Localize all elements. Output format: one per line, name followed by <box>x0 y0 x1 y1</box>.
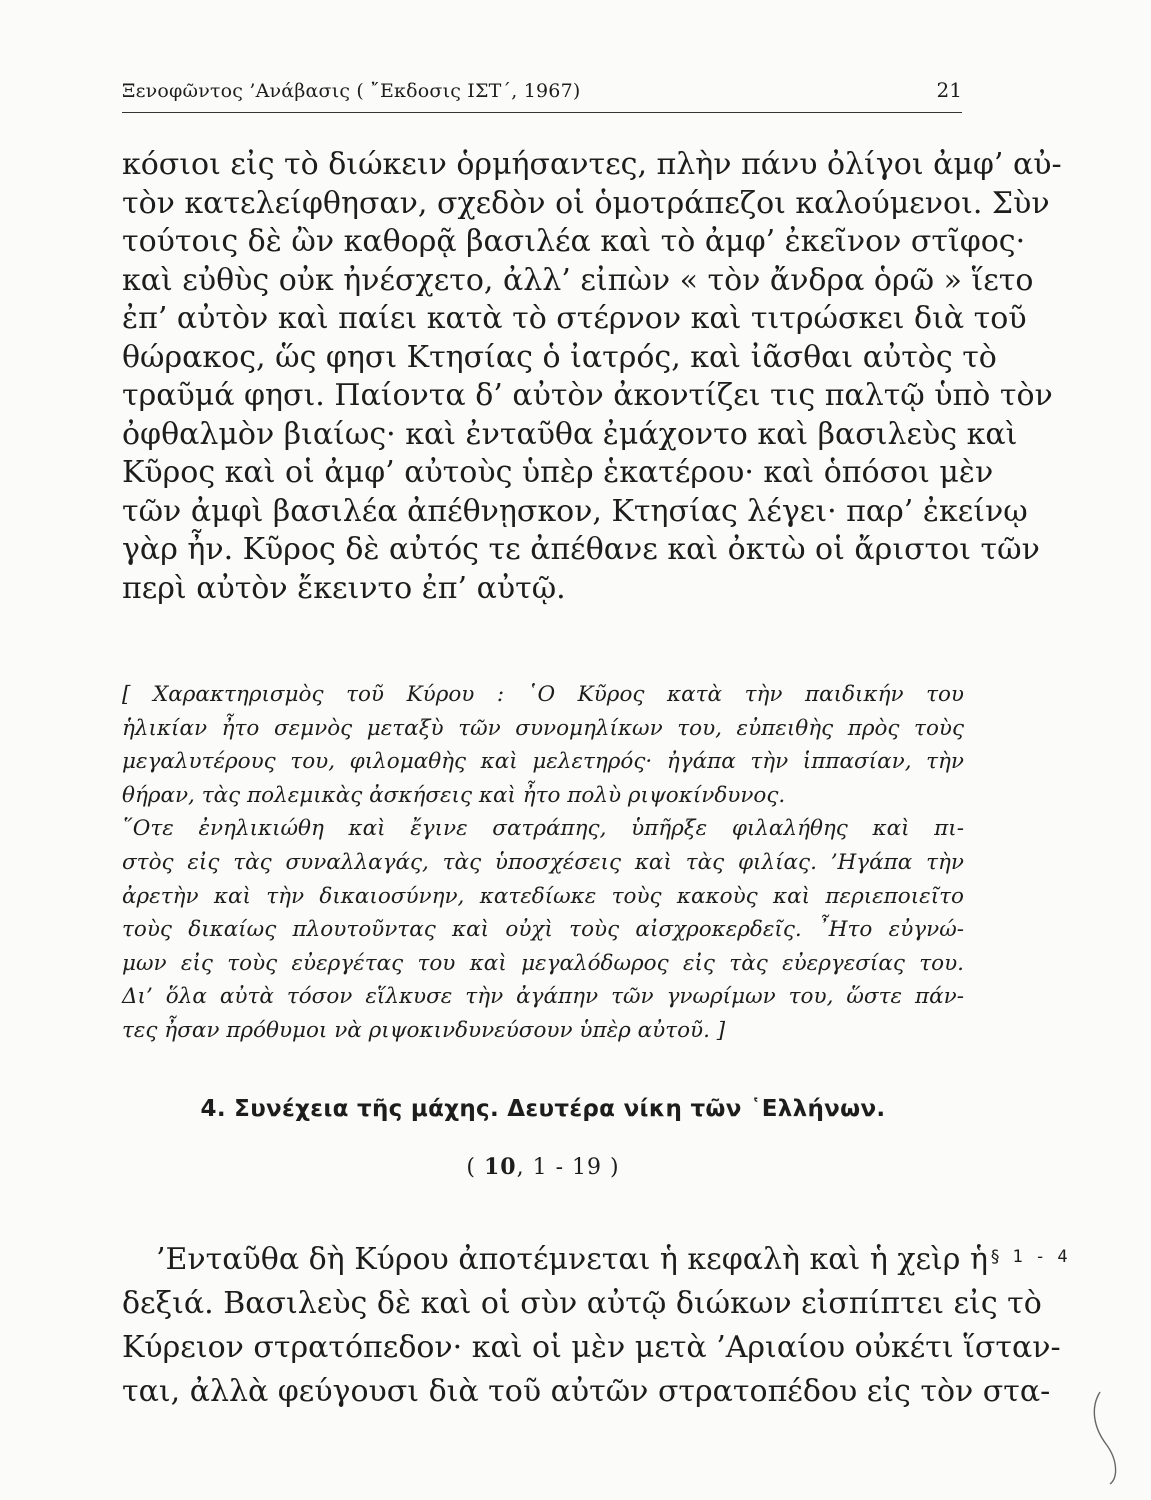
note-line: Δι’ ὅλα αὐτὰ τόσον εἵλκυσε τὴν ἀγάπην τῶν γνωρίμων του, ὥστε πάν- <box>122 984 964 1010</box>
main-text-block <box>122 146 1062 608</box>
ref-rest: , 1 - 19 ) <box>516 1155 620 1180</box>
note-line: ἡλικίαν ἦτο σεμνὸς μεταξὺ τῶν συνομηλίκων του, εὐπειθὴς πρὸς τοὺς <box>122 715 964 741</box>
ref-open: ( <box>466 1155 484 1180</box>
running-header <box>122 76 962 113</box>
book-title: Ξενοφῶντος ’Ανάβασις ( ῎Εκδοσις ΙΣΤ΄, 1967) <box>122 80 581 102</box>
text-line: θώρακος, ὥς φησι Κτησίας ὁ ἰατρός, καὶ ἰᾶσθαι αὐτὸς τὸ <box>122 339 997 375</box>
text-line: ’Ενταῦθα δὴ Κύρου ἀποτέμνεται ἡ κεφαλὴ καὶ ἡ χεὶρ ἡ <box>156 1242 988 1277</box>
note-line: τοὺς δικαίως πλουτοῦντας καὶ οὐχὶ τοὺς αἰσχροκερδεῖς. ῏Ητο εὐγνώ- <box>122 917 964 943</box>
note-line: τες ἦσαν πρόθυμοι νὰ ριψοκινδυνεύσουν ὑπὲρ αὐτοῦ. ] <box>122 1017 726 1043</box>
note-line: μεγαλυτέρους του, φιλομαθὴς καὶ μελετηρός· ἠγάπα τὴν ἱππασίαν, τὴν <box>122 749 964 775</box>
text-line: τῶν ἀμφὶ βασιλέα ἀπέθνῃσκον, Κτησίας λέγει· παρ’ ἐκείνῳ <box>122 493 1028 529</box>
margin-paragraph-ref: § 1 - 4 <box>990 1247 1069 1267</box>
text-line: Κύρειον στρατόπεδον· καὶ οἱ μὲν μετὰ ’Αριαίου οὐκέτι ἵσταν- <box>122 1330 1061 1365</box>
text-line: δεξιά. Βασιλεὺς δὲ καὶ οἱ σὺν αὐτῷ διώκων εἰσπίπτει εἰς τὸ <box>122 1286 1042 1321</box>
text-line: κόσιοι εἰς τὸ διώκειν ὁρμήσαντες, πλὴν πάνυ ὀλίγοι ἀμφ’ αὐ- <box>122 147 1062 182</box>
ref-chapter: 10 <box>483 1154 517 1180</box>
section-reference <box>122 1154 964 1180</box>
text-line: ἐπ’ αὐτὸν καὶ παίει κατὰ τὸ στέρνον καὶ τιτρώσκει διὰ τοῦ <box>122 301 1027 336</box>
text-line: Κῦρος καὶ οἱ ἀμφ’ αὐτοὺς ὑπὲρ ἑκατέρου· καὶ ὁπόσοι μὲν <box>122 455 994 490</box>
note-line: μων εἰς τοὺς εὐεργέτας του καὶ μεγαλόδωρος εἰς τὰς εὐεργεσίας του. <box>122 950 964 976</box>
note-line: ῞Οτε ἐνηλικιώθη καὶ ἔγινε σατράπης, ὑπῆρξε φιλαλήθης καὶ πι- <box>122 816 964 842</box>
pencil-stroke <box>1094 1392 1115 1484</box>
text-line: καὶ εὐθὺς οὐκ ἠνέσχετο, ἀλλ’ εἰπὼν « τὸν ἄνδρα ὁρῶ » ἵετο <box>122 262 1034 298</box>
note-line: ἀρετὴν καὶ τὴν δικαιοσύνην, κατεδίωκε τοὺς κακοὺς καὶ περιεποιεῖτο <box>122 883 964 909</box>
character-note <box>122 678 964 1048</box>
note-line: [ Χαρακτηρισμὸς τοῦ Κύρου : ῾Ο Κῦρος κατὰ τὴν παιδικήν του <box>122 682 964 707</box>
text-line: τραῦμά φησι. Παίοντα δ’ αὐτὸν ἀκοντίζει τις παλτῷ ὑπὸ τὸν <box>122 378 1053 413</box>
text-line: περὶ αὐτὸν ἔκειντο ἐπ’ αὐτῷ. <box>122 570 566 606</box>
text-line: τούτοις δὲ ὢν καθορᾷ βασιλέα καὶ τὸ ἀμφ’ ἐκεῖνον στῖφος· <box>122 224 1026 259</box>
note-line: θήραν, τὰς πολεμικὰς ἀσκήσεις καὶ ἦτο πολὺ ριψοκίνδυνος. <box>122 782 786 808</box>
section-heading: 4. Συνέχεια τῆς μάχης. Δευτέρα νίκη τῶν ῾Ελλήνων. <box>200 1096 886 1122</box>
pencil-mark <box>1088 1388 1128 1488</box>
page-number: 21 <box>936 78 962 102</box>
text-line: ται, ἀλλὰ φεύγουσι διὰ τοῦ αὐτῶν στρατοπέδου εἰς τὸν στα- <box>122 1374 1051 1409</box>
note-line: στὸς εἰς τὰς συναλλαγάς, τὰς ὑποσχέσεις καὶ τὰς φιλίας. ’Ηγάπα τὴν <box>122 849 964 875</box>
text-line: ὀφθαλμὸν βιαίως· καὶ ἐνταῦθα ἐμάχοντο καὶ βασιλεὺς καὶ <box>122 416 1018 452</box>
text-line: γὰρ ἦν. Κῦρος δὲ αὐτός τε ἀπέθανε καὶ ὀκτὼ οἱ ἄριστοι τῶν <box>122 532 1040 567</box>
text-line: τὸν κατελείφθησαν, σχεδὸν οἱ ὁμοτράπεζοι καλούμενοι. Σὺν <box>122 185 1050 221</box>
